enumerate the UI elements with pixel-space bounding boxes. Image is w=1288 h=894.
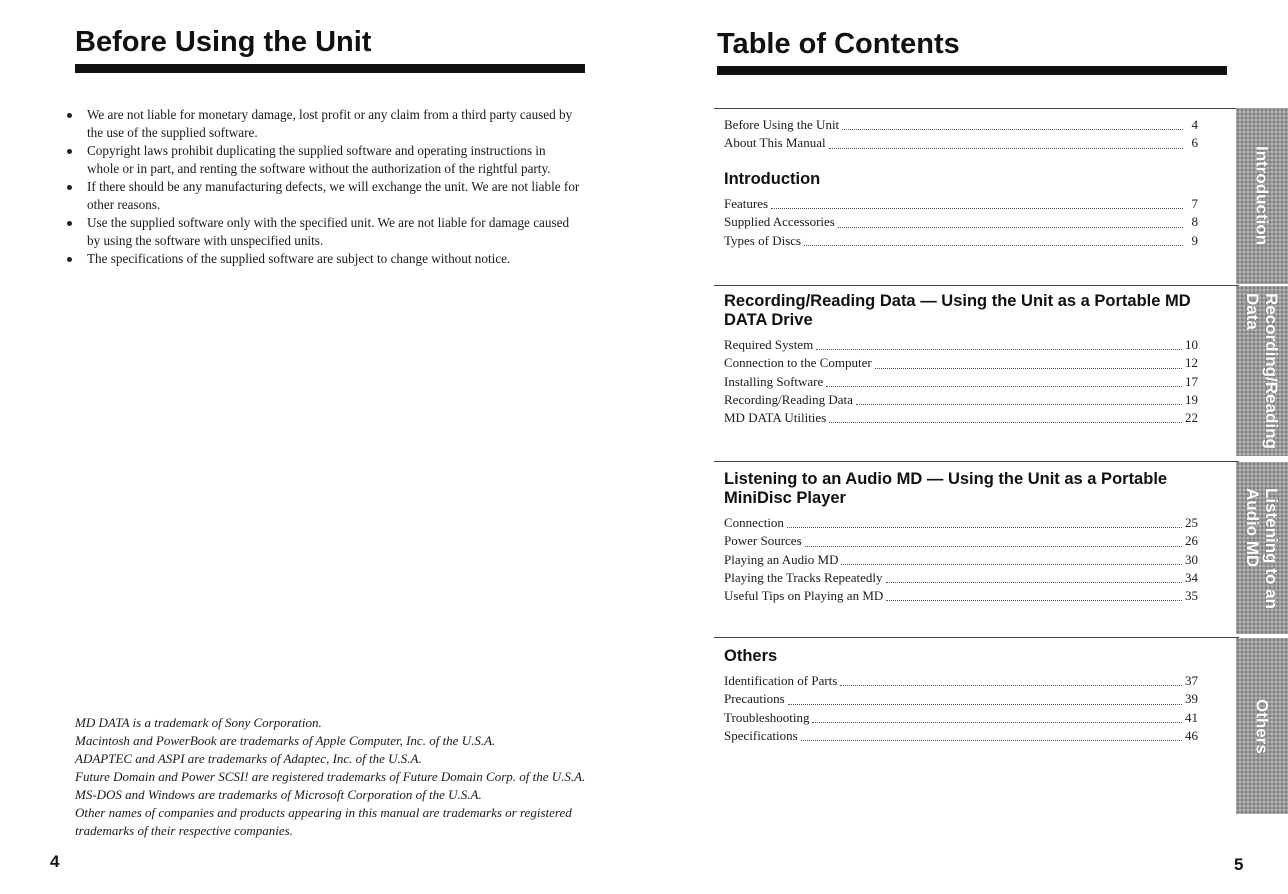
side-tab-recording-reading[interactable]	[1236, 286, 1288, 456]
page-title-right: Table of Contents	[717, 28, 960, 60]
section-title: Introduction	[724, 170, 821, 188]
right-page	[644, 0, 1288, 894]
section-title: Recording/Reading Data — Using the Unit as a Portable MD DATA Drive	[724, 292, 1191, 329]
toc-entry[interactable]: Troubleshooting 41	[724, 709, 1198, 725]
disclaimer-list	[60, 106, 580, 268]
list-item: Copyright laws prohibit duplicating the supplied software and operating instructions in whole or in part, and renting the software without the authorization of the rightful party.	[60, 142, 580, 178]
toc-entry[interactable]: Features 7	[724, 196, 1198, 211]
heading-rule-right	[717, 66, 1227, 75]
toc-entry[interactable]: Playing the Tracks Repeatedly 34	[724, 569, 1198, 585]
toc-entry[interactable]: Power Sources 26	[724, 533, 1198, 549]
toc-entry[interactable]: About This Manual 6	[724, 135, 1198, 151]
toc-entry[interactable]: Recording/Reading Data 19	[724, 391, 1198, 407]
toc-entry[interactable]: Connection 25	[724, 515, 1198, 530]
toc-entry[interactable]: Useful Tips on Playing an MD 35	[724, 588, 1198, 604]
toc-entry[interactable]: Connection to the Computer 12	[724, 355, 1198, 371]
section-title: Listening to an Audio MD — Using the Unit as a Portable MiniDisc Player	[724, 470, 1168, 507]
toc-entry[interactable]: Before Using the Unit 4	[724, 117, 1198, 132]
trademark-line: Future Domain and Power SCSI! are registered trademarks of Future Domain Corp. of the U.S.A.	[75, 769, 586, 784]
section-divider	[714, 285, 1239, 286]
trademark-line: MD DATA is a trademark of Sony Corporation.	[75, 715, 322, 730]
toc-entry[interactable]: Types of Discs 9	[724, 232, 1198, 248]
trademark-line: Macintosh and PowerBook are trademarks of Apple Computer, Inc. of the U.S.A.	[75, 733, 496, 748]
trademark-notices	[75, 714, 595, 840]
trademark-line: ADAPTEC and ASPI are trademarks of Adaptec, Inc. of the U.S.A.	[75, 751, 422, 766]
tab-label: Introduction	[1252, 146, 1272, 246]
heading-rule-left	[75, 64, 585, 73]
bullet-icon	[67, 257, 72, 262]
tab-label: Recording/Reading Data	[1243, 293, 1281, 449]
bullet-icon	[67, 221, 72, 226]
toc-entry[interactable]: Installing Software 17	[724, 373, 1198, 389]
toc-entry[interactable]: Specifications 46	[724, 727, 1198, 743]
bullet-icon	[67, 149, 72, 154]
section-divider	[714, 108, 1239, 109]
toc-entry[interactable]: Playing an Audio MD 30	[724, 551, 1198, 567]
list-item: We are not liable for monetary damage, lost profit or any claim from a third party caused by the use of the supplied software.	[60, 106, 580, 142]
toc-entry[interactable]: Required System 10	[724, 337, 1198, 352]
page-number-left: 4	[50, 852, 60, 871]
tab-label: Others	[1252, 698, 1272, 754]
toc-section-introduction	[724, 170, 1198, 250]
bullet-icon	[67, 113, 72, 118]
toc-section-others	[724, 647, 1198, 745]
section-divider	[714, 637, 1239, 638]
side-tab-listening[interactable]	[1236, 462, 1288, 634]
toc-entry[interactable]: Supplied Accessories 8	[724, 214, 1198, 230]
toc-entry[interactable]: Identification of Parts 37	[724, 673, 1198, 688]
bullet-icon	[67, 185, 72, 190]
toc-section-recording	[724, 292, 1198, 427]
toc-entry[interactable]: MD DATA Utilities 22	[724, 410, 1198, 426]
list-item: If there should be any manufacturing defects, we will exchange the unit. We are not liable for other reasons.	[60, 178, 580, 214]
tab-label: Listening to an Audio MD	[1243, 487, 1281, 609]
list-item: The specifications of the supplied software are subject to change without notice.	[60, 250, 580, 268]
toc-entry[interactable]: Precautions 39	[724, 691, 1198, 707]
side-tab-introduction[interactable]	[1236, 108, 1288, 284]
side-tab-others[interactable]	[1236, 638, 1288, 814]
page-title-left: Before Using the Unit	[75, 26, 372, 58]
page-number-right: 5	[1234, 855, 1244, 874]
toc-section-listening	[724, 470, 1198, 605]
toc-section-front	[724, 116, 1198, 153]
list-item: Use the supplied software only with the specified unit. We are not liable for damage caused by using the software with unspecified units.	[60, 214, 580, 250]
trademark-line: Other names of companies and products appearing in this manual are trademarks or registered trademarks of their respective companies.	[75, 805, 572, 838]
section-divider	[714, 461, 1239, 462]
section-title: Others	[724, 647, 778, 665]
trademark-line: MS-DOS and Windows are trademarks of Microsoft Corporation of the U.S.A.	[75, 787, 482, 802]
